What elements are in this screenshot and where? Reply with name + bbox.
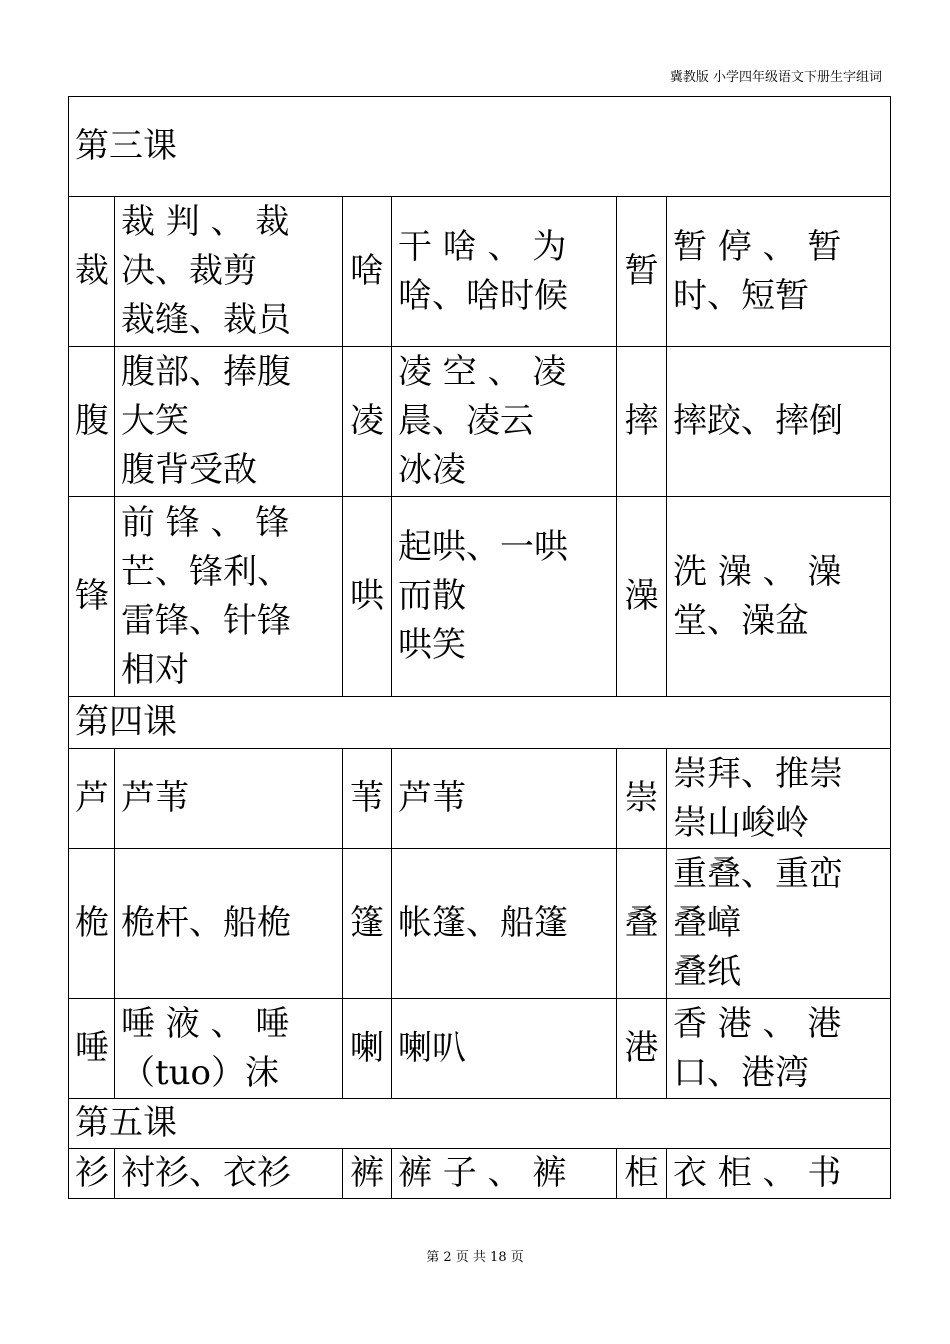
word-line: 香 港 、 港 [673,1003,842,1044]
word-line: 摔跤、摔倒 [673,401,843,441]
vocabulary-table [68,96,891,1199]
word-cell [667,849,891,999]
character-cell: 柜 [617,1149,667,1199]
character-cell: 叠 [617,849,667,999]
word-line: 重叠、重峦 [673,854,843,894]
word-line: 时、短暂 [673,275,809,316]
word-line: 裤 子 、 裤 [398,1153,567,1193]
table-row [69,999,891,1099]
word-line: 崇拜、推崇 [673,753,843,794]
lesson-title: 第三课 [69,97,891,197]
word-line: 裁 判 、 裁 [121,202,290,242]
table-row [69,749,891,849]
word-line: 晨、凌云 [398,401,534,441]
lesson-header-row [69,97,891,197]
character-cell: 衫 [69,1149,115,1199]
word-line: 起哄、一哄 [398,527,568,567]
character-cell: 哄 [343,497,392,697]
table-row [69,849,891,999]
word-line: 相对 [121,649,189,690]
word-line: 啥、啥时候 [398,275,568,316]
word-line: 崇山峻岭 [673,802,809,843]
character-cell: 澡 [617,497,667,697]
word-cell [392,497,617,697]
lesson-title: 第四课 [69,697,891,749]
word-cell [667,347,891,497]
lesson-header-row [69,697,891,749]
word-line: 喇叭 [398,1028,466,1068]
word-line: 腹部、捧腹 [121,352,291,392]
lesson-title: 第五课 [69,1099,891,1149]
word-line: 口、港湾 [673,1052,809,1093]
character-cell: 桅 [69,849,115,999]
character-cell: 芦 [69,749,115,849]
word-line: 芒、锋利、 [121,551,291,592]
table-row [69,197,891,347]
word-line: 叠嶂 [673,903,741,943]
word-cell [667,749,891,849]
word-cell [392,197,617,347]
character-cell: 锋 [69,497,115,697]
word-cell [667,497,891,697]
page-footer: 第 2 页 共 18 页 [426,1250,524,1265]
word-cell [115,1149,343,1199]
page-header: 冀教版 小学四年级语文下册生字组词 [669,70,882,85]
word-line: 衬衫、衣衫 [121,1153,291,1193]
word-line: 大笑 [121,401,189,441]
word-line: 而散 [398,576,466,616]
word-line: （tuo）沫 [121,1052,280,1093]
word-line: 哄笑 [398,625,466,665]
character-cell: 崇 [617,749,667,849]
word-line: 叠纸 [673,952,741,992]
character-cell: 裤 [343,1149,392,1199]
character-cell: 啥 [343,197,392,347]
character-cell: 裁 [69,197,115,347]
word-cell [392,1149,617,1199]
word-line: 雷锋、针锋 [121,600,291,641]
word-line: 凌 空 、 凌 [398,352,567,392]
word-cell [667,1149,891,1199]
table-row [69,1149,891,1199]
word-cell [667,999,891,1099]
word-line: 冰凌 [398,450,466,490]
word-line: 唾 液 、 唾 [121,1003,290,1044]
word-line: 腹背受敌 [121,450,257,490]
word-cell [115,999,343,1099]
word-cell [392,999,617,1099]
character-cell: 苇 [343,749,392,849]
character-cell: 暂 [617,197,667,347]
word-line: 芦苇 [121,778,189,818]
word-line: 干 啥 、 为 [398,226,567,267]
word-line: 帐篷、船篷 [398,903,568,943]
word-cell [392,849,617,999]
word-cell [115,497,343,697]
word-line: 芦苇 [398,778,466,818]
character-cell: 喇 [343,999,392,1099]
character-cell: 摔 [617,347,667,497]
word-cell [115,347,343,497]
word-line: 前 锋 、 锋 [121,502,290,543]
word-cell [667,197,891,347]
word-cell [115,197,343,347]
word-line: 衣 柜 、 书 [673,1153,842,1193]
character-cell: 腹 [69,347,115,497]
character-cell: 篷 [343,849,392,999]
character-cell: 唾 [69,999,115,1099]
character-cell: 港 [617,999,667,1099]
word-cell [115,849,343,999]
word-cell [115,749,343,849]
character-cell: 凌 [343,347,392,497]
word-cell [392,749,617,849]
table-row [69,347,891,497]
word-line: 决、裁剪 [121,251,257,291]
lesson-header-row [69,1099,891,1149]
word-line: 裁缝、裁员 [121,300,291,340]
word-line: 桅杆、船桅 [121,903,291,943]
word-line: 洗 澡 、 澡 [673,551,842,592]
table-row [69,497,891,697]
word-line: 暂 停 、 暂 [673,226,842,267]
word-cell [392,347,617,497]
word-line: 堂、澡盆 [673,600,809,641]
